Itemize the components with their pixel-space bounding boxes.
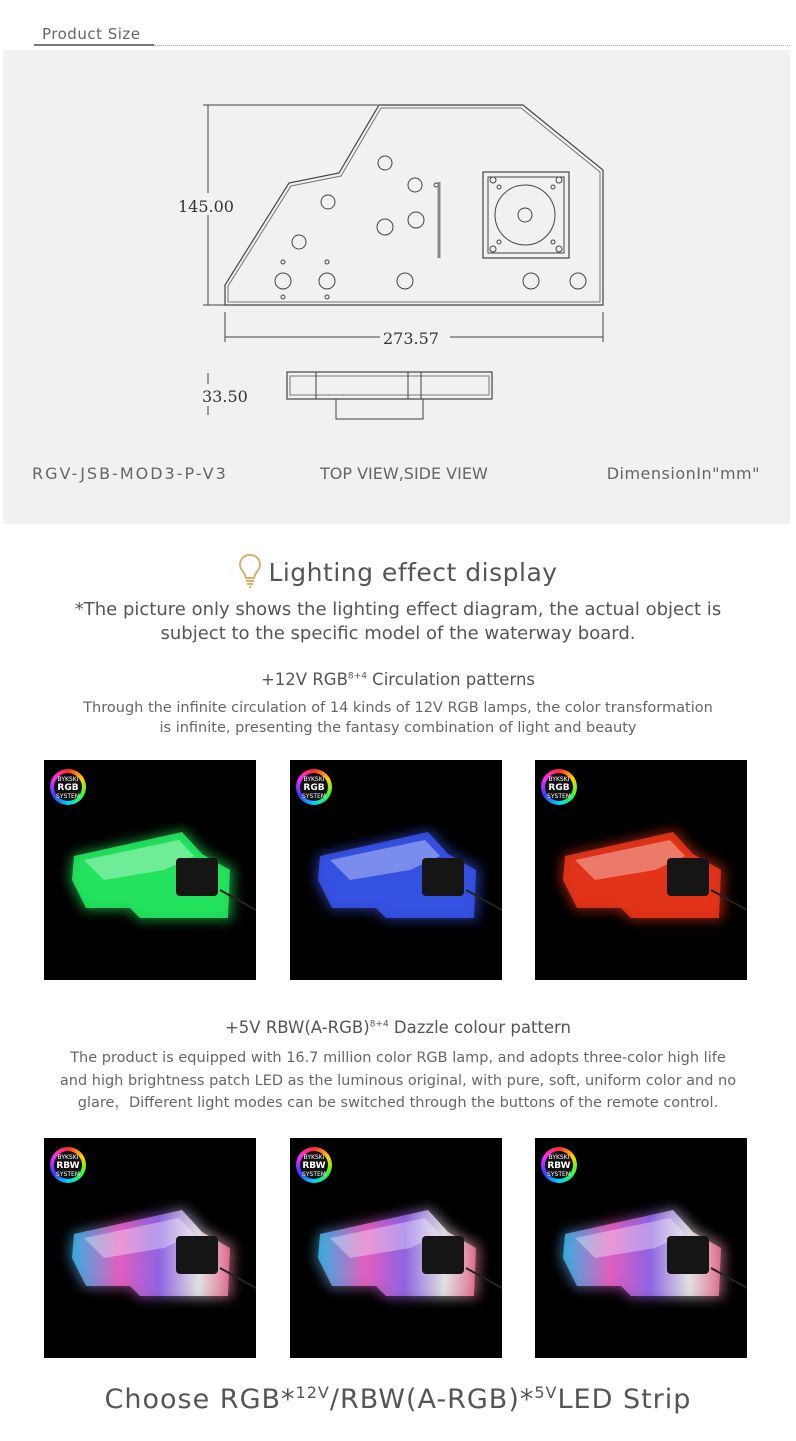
dimension-panel [3, 50, 790, 524]
thickness-label: 33.50 [202, 387, 248, 406]
rbw5-description: The product is equipped with 16.7 million color RGB lamp, and adopts three-color high life and high brightness patch LED as the luminous original, with pure, soft, uniform color and no glare，Different light modes can be switched through the buttons of the remote control. [59, 1050, 737, 1111]
disclaimer-line: *The picture only shows the lighting effect diagram, the actual object is [74, 599, 722, 620]
model-number: RGV-JSB-MOD3-P-V3 [32, 464, 228, 483]
rgb12-description: Through the infinite circulation of 14 kinds of 12V RGB lamps, the color transformation is infinite, presenting the fantasy combination of light and beauty [83, 700, 713, 736]
disclaimer [0, 598, 796, 646]
system-logo-icon: BYKSKI RGB SYSTEM [296, 769, 332, 805]
rgb12-effect-photo [290, 760, 502, 980]
system-logo-icon: BYKSKI RGB SYSTEM [541, 769, 577, 805]
width-label: 273.57 [383, 329, 439, 348]
system-logo-icon: BYKSKI RBW SYSTEM [296, 1147, 332, 1183]
lighting-title [0, 553, 796, 595]
choose-strip-caption: Choose RGB*$^{12V}$/RBW(A-RGB)*$^{5V}$LED Strip [104, 1383, 692, 1415]
section-title: Product Size [42, 25, 141, 43]
disclaimer-line: subject to the specific model of the waterway board. [160, 623, 636, 644]
rgb12-heading: +12V $RGB^{8+4}$ Circulation patterns [260, 670, 535, 689]
system-logo-icon: BYKSKI RBW SYSTEM [50, 1147, 86, 1183]
system-logo-icon: BYKSKI RGB SYSTEM [50, 769, 86, 805]
title-underline [34, 44, 154, 46]
rgb12-effect-photo [44, 760, 256, 980]
rbw5-effect-photo [44, 1138, 256, 1358]
lighting-title-text: Lighting effect display [268, 558, 558, 587]
system-logo-icon: BYKSKI RBW SYSTEM [541, 1147, 577, 1183]
board-outline [225, 105, 603, 305]
view-caption: TOP VIEW,SIDE VIEW [320, 464, 488, 483]
rbw5-heading: +5V $RBW(A-RGB)^{8+4}$ Dazzle colour pattern [224, 1018, 572, 1037]
section-header [0, 0, 796, 48]
dotted-divider [154, 45, 790, 46]
units-caption: DimensionIn"mm" [606, 464, 760, 483]
rbw5-effect-photo [290, 1138, 502, 1358]
rgb12-effect-photo [535, 760, 747, 980]
rbw5-effect-photo [535, 1138, 747, 1358]
height-label: 145.00 [178, 197, 234, 216]
technical-drawing [3, 50, 790, 524]
lightbulb-icon [238, 553, 262, 595]
